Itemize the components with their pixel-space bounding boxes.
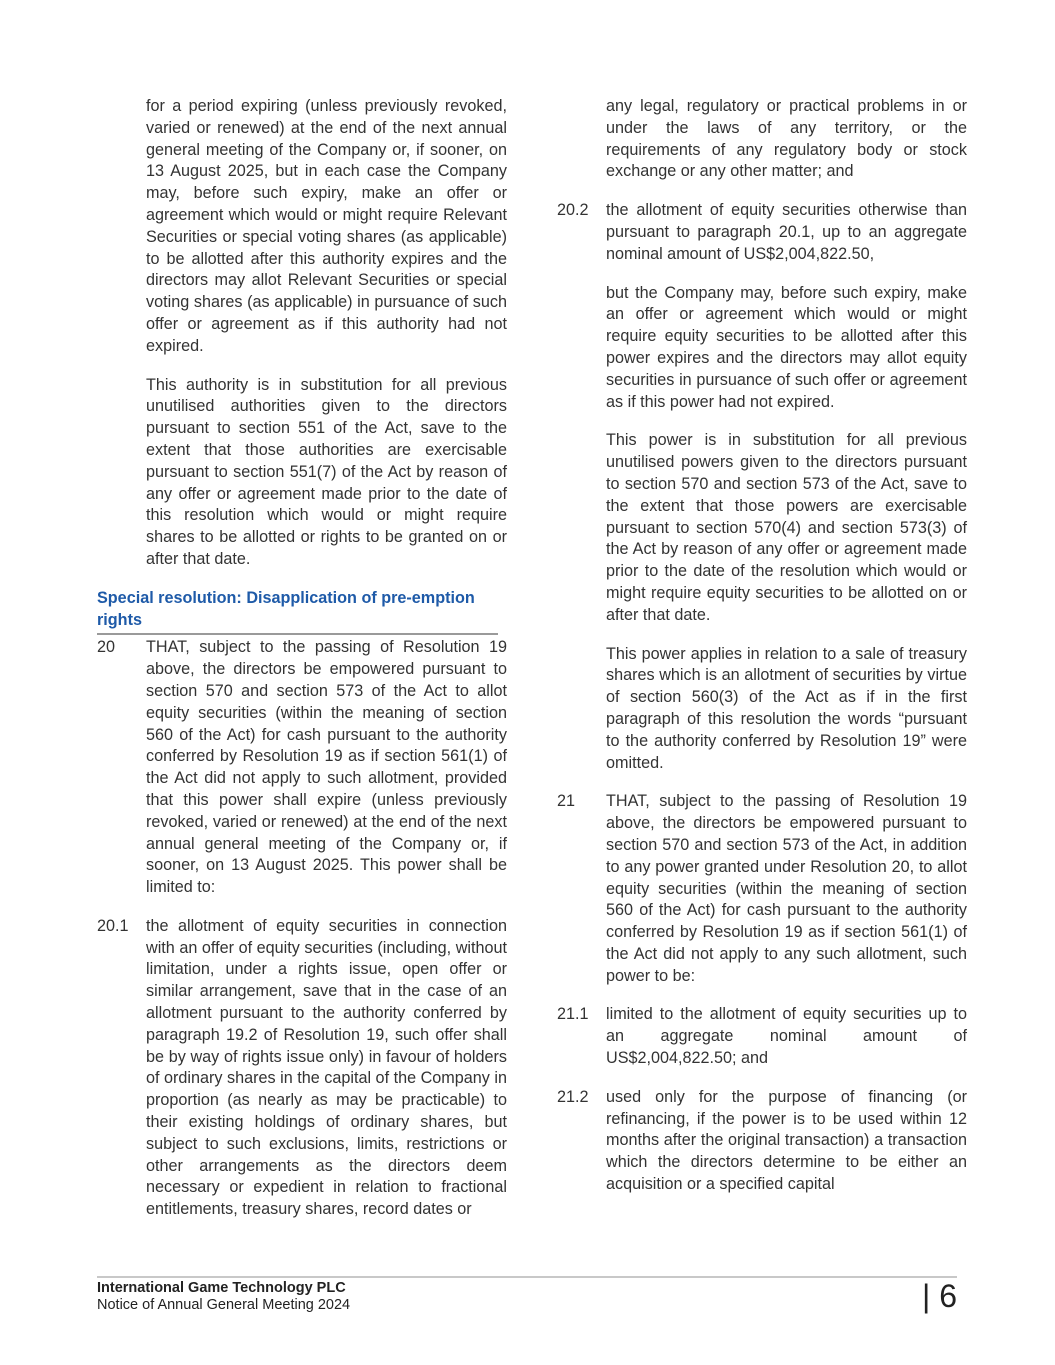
- clause-text: used only for the purpose of financing (or refinancing, if the power is to be used within 12 months after the original transaction) a transaction which the directors determine to be either an acquisition or a specified capital: [606, 1087, 967, 1194]
- paragraph-continuation: any legal, regulatory or practical problems in or under the laws of any territory, or the requirements of any regulatory body or stock exchange or any other matter; and: [606, 97, 967, 181]
- clause-21-2: [557, 1087, 967, 1196]
- clause-text: the allotment of equity securities in connection with an offer of equity securities (including, without limitation, under a rights issue, open offer or similar arrangement, save that in the case of an allotment pursuant to the authority conferred by paragraph 19.2 of Resolution 19, such offer shall be by way of rights issue only) in favour of holders of ordinary shares in the capital of the Company in proportion (as nearly as may be practicable) to their existing holdings of ordinary shares, but subject to such exclusions, limits, restrictions or other arrangements as the directors deem necessary or expedient in relation to fractional entitlements, treasury shares, record dates or: [146, 916, 507, 1219]
- clause-number: 20.2: [557, 201, 589, 220]
- left-column: [97, 96, 507, 1238]
- footer-divider: [97, 1276, 957, 1278]
- clause-text: the allotment of equity securities otherwise than pursuant to paragraph 20.1, up to an aggregate nominal amount of US$2,004,822.50,: [606, 201, 967, 263]
- footer-document-title: Notice of Annual General Meeting 2024: [97, 1297, 351, 1313]
- footer-company-name: International Game Technology PLC: [97, 1280, 346, 1296]
- clause-20-1: [97, 916, 507, 1221]
- resolution-text: THAT, subject to the passing of Resolution 19 above, the directors be empowered pursuant to section 570 and section 573 of the Act to allot equity securities (within the meaning of section 560 of the Act) for cash pursuant to the authority conferred by Resolution 19 as if section 561(1) of the Act did not apply to such allotment, provided that this power shall expire (unless previously revoked, varied or renewed) at the end of the next annual general meeting of the Company or, if sooner, on 13 August 2025. This power shall be limited to:: [146, 638, 507, 897]
- paragraph-treasury-shares: This power applies in relation to a sale of treasury shares which is an allotment of securities by virtue of section 560(3) of the Act as if in the first paragraph of this resolution the words “pursuant to the authority conferred by Resolution 19” were omitted.: [606, 644, 967, 772]
- resolution-21: [557, 791, 967, 987]
- resolution-text: THAT, subject to the passing of Resolution 19 above, the directors be empowered pursuant to section 570 and section 573 of the Act, in addition to any power granted under Resolution 20, to allot equity securities (within the meaning of section 560 of the Act) for cash pursuant to the authority conferred by Resolution 19 as if section 561(1) of the Act did not apply to any such allotment, such power to be:: [606, 792, 967, 985]
- paragraph-power-expiry: but the Company may, before such expiry, make an offer or agreement which would or might require equity securities to be allotted after this power expires and the directors may allot equity securities in pursuance of such offer or agreement as if this power had not expired.: [606, 283, 967, 411]
- right-column: [557, 96, 967, 1213]
- clause-21-1: [557, 1004, 967, 1069]
- page-number: | 6: [922, 1278, 957, 1314]
- paragraph-authority-substitution: This authority is in substitution for all previous unutilised authorities given to the directors pursuant to section 551 of the Act, save to the extent that those authorities are exercisable pursuant to section 551(7) of the Act by reason of any offer or agreement made prior to the date of this resolution which would or might require shares to be allotted or rights to be granted on or after that date.: [146, 375, 507, 568]
- resolution-number: 20: [97, 638, 116, 657]
- resolution-20: [97, 637, 507, 899]
- clause-number: 21.2: [557, 1087, 589, 1106]
- clause-20-2: [557, 200, 967, 265]
- paragraph-power-substitution: This power is in substitution for all previous unutilised powers given to the directors pursuant to section 570 and section 573 of the Act, save to the extent that those powers are exercisable pursuant to section 570(4) and section 573(3) of the Act by reason of any offer or agreement made prior to the date of the resolution which would or might require equity securities to be allotted on or after that date.: [606, 431, 967, 624]
- resolution-number: 21: [557, 792, 576, 811]
- section-heading: Special resolution: Disapplication of pre-emption rights: [97, 588, 498, 636]
- clause-number: 21.1: [557, 1005, 589, 1024]
- paragraph-authority-expiry: for a period expiring (unless previously revoked, varied or renewed) at the end of the next annual general meeting of the Company or, if sooner, on 13 August 2025, but in each case the Company may, before such expiry, make an offer or agreement which would or might require Relevant Securities or special voting shares (as applicable) to be allotted after this authority expires and the directors may allot Relevant Securities or special voting shares (as applicable) in pursuance of such offer or agreement as if this authority had not expired.: [146, 97, 507, 355]
- clause-text: limited to the allotment of equity securities up to an aggregate nominal amount of US$2,004,822.50; and: [606, 1005, 967, 1068]
- clause-number: 20.1: [97, 916, 129, 935]
